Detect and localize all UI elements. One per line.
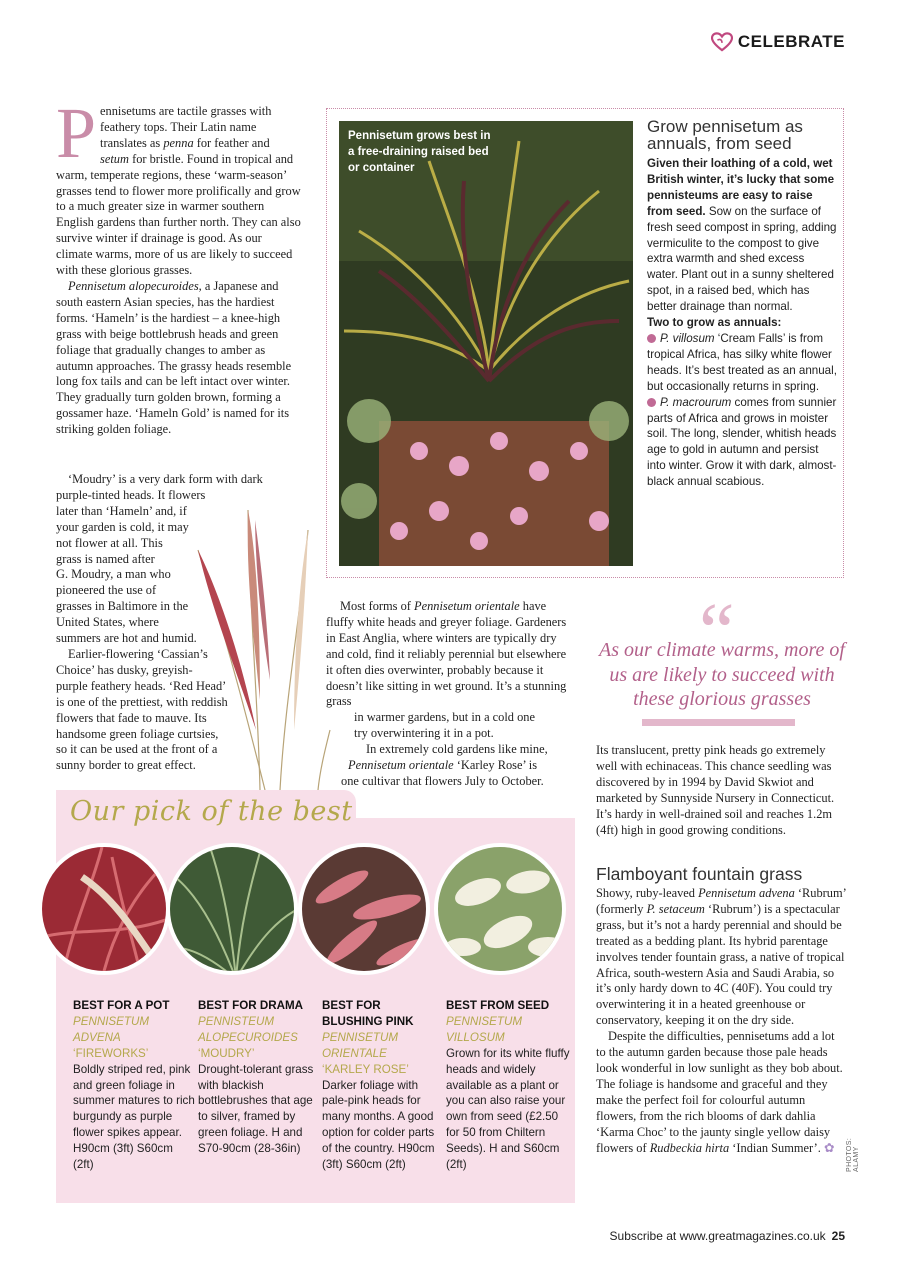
pick-item-drama: BEST FOR DRAMA PENNISTEUM ALOPECUROIDES ‘MOUDRY’ Drought-tolerant grass with blackish bottlebrushes that age to silver, framed by green foliage. H and S70-90cm (28-36in) — [198, 999, 314, 1156]
heart-icon — [711, 32, 733, 52]
right-column-top — [596, 743, 846, 838]
text-line: your garden is cold, it may — [56, 519, 189, 534]
feature-photo — [339, 121, 633, 566]
pick-item-pink: BEST FOR BLUSHING PINK PENNISETUM ORIENTALE ‘KARLEY ROSE’ Darker foliage with pale-pink heads for many months. A good option for colder parts of the country. H90cm (3ft) S60cm (2ft) — [322, 999, 435, 1172]
closing-paragraph: Despite the difficulties, pennisetums add a lot to the autumn garden because those pale heads look wonderful in low sunlight as they bob about. The foliage is handsome and graceful and they make the perfect foil for colourful autumn flowers, from the rich blooms of dark dahlia ‘Karma Choc’ to the jaunty single yellow daisy flowers of Rudbeckia hirta ‘Indian Summer’. ✿ — [596, 1029, 843, 1155]
annual-item-macrourum: P. macrourum comes from sunnier parts of Africa and grows in moister soil. The long, slender, whitish heads age to gold in autumn and persist into winter. Grow it with dark, almost-black annual scabious. — [647, 395, 837, 489]
middle-column: Most forms of Pennisetum orientale have fluffy white heads and greyer foliage. Gardeners in East Anglia, where winters are typically dry and cold, find it reliably perennial but elsewhere it often dies overwinter, probably because it doesn’t like sitting in wet ground. It’s a stunning grass in warmer gardens, but in a cold one try overwintering it in a pot. In extremely cold gardens like mine, Pennisetum orientale ‘Karley Rose’ is one cultivar that flowers July to October. — [326, 599, 576, 790]
karley-rose-paragraph: Its translucent, pretty pink heads go extremely well with echinaceas. This chance seedling was discovered by in 1994 by David Skwiot and marketed by Sunnyside Nursery in Connecticut. It’s hardy in well-drained soil and reaches 1.2m (4ft) high in good growing conditions. — [596, 743, 835, 837]
text-line: Earlier-flowering ‘Cassian’s — [68, 646, 208, 661]
pick-photo-fireworks — [38, 843, 170, 975]
text-line: ‘Moudry’ is a very dark form with dark — [68, 472, 263, 486]
text-line: sunny border to great effect. — [56, 758, 196, 773]
quote-mark-icon: “ — [699, 588, 735, 676]
pick-photo-villosum — [434, 843, 566, 975]
annual-item-villosum: P. villosum ‘Cream Falls’ is from tropical Africa, has silky white flower heads. It’s best treated as an annual, but occasionally returns in spring. — [647, 331, 837, 393]
end-mark-icon: ✿ — [823, 1140, 835, 1155]
text-line: G. Moudry, a man who — [56, 567, 171, 582]
text-line: not flower at all. This — [56, 535, 163, 550]
text-line: later than ‘Hameln’ and, if — [56, 503, 187, 518]
section-header — [711, 32, 845, 52]
text-line: pioneered the use of — [56, 583, 157, 598]
intro-column — [56, 93, 301, 438]
pick-photo-moudry — [166, 843, 298, 975]
annuals-heading: Two to grow as annuals: — [647, 316, 782, 330]
text-line: flowers that fade to mauve. Its — [56, 710, 207, 725]
right-column-bottom — [596, 886, 846, 1156]
middle-paragraph-1: Most forms of Pennisetum orientale have fluffy white heads and greyer foliage. Gardeners in East Anglia, where winters are typically dry and cold, find it reliably perennial but elsewhere it often dies overwinter, probably because it doesn’t like sitting in wet ground. It’s a stunning grass — [326, 599, 567, 709]
text-line: purple feathery heads. ‘Red Head’ — [56, 678, 227, 693]
text-line: Choice’ has dusky, greyish- — [56, 662, 193, 677]
intro-paragraph-1: Pennisetums are tactile grasses with feathery tops. Their Latin name translates as penna for feather and setum for bristle. Found in tropical and warm, temperate regions, these ‘warm-season’ grasses tend to flower more prolifically and grow to a much greater size in warmer southern English gardens than further north. They can also survive winter if drainage is good. As our climate warms, more of us are likely to succeed with these glorious grasses. — [56, 93, 301, 278]
bullet-icon — [647, 398, 656, 407]
photo-credit: PHOTOS: ALAMY — [846, 1137, 860, 1172]
text-line: so it can be used at the front of a — [56, 742, 218, 757]
pennisetum-container-image — [339, 121, 633, 566]
feature-lead: Given their loathing of a cold, wet British winter, it’s lucky that some pennisteums are easy to raise from seed. Sow on the surface of fresh seed compost in spring, adding vermiculite to the compost to give extra warmth and shed excess water. Plant out in a sunny sheltered spot, in a raised bed, which has better drainage than normal. — [647, 157, 837, 314]
text-line: grass is named after — [56, 551, 155, 566]
quote-divider — [642, 719, 795, 726]
pick-photo-karley-rose — [298, 843, 430, 975]
intro-paragraph-2: Pennisetum alopecuroides, a Japanese and south eastern Asian species, has the hardiest forms. ‘Hameln’ is the hardiest – a knee-high grass with beige bottlebrush heads and green foliage that gradually changes to amber as autumn approaches. The grassy heads resemble long fox tails and can be left intact over winter. They gradually turn golden brown, forming a gossamer haze. ‘Hameln Gold’ is named for its striking golden foliage. — [56, 278, 292, 437]
middle-paragraph-2: Pennisetum orientale ‘Karley Rose’ is — [348, 758, 538, 773]
footer — [610, 1229, 845, 1243]
bullet-icon — [647, 334, 656, 343]
feature-sidebar — [647, 118, 837, 490]
section-title: CELEBRATE — [737, 32, 845, 51]
fountain-paragraph: Showy, ruby-leaved Pennisetum advena ‘Rubrum’ (formerly P. setaceum ‘Rubrum’) is a spectacular grass, but it’s not a hardy perennial and should be treated as a bedding plant. Its hybrid parentage involves tender fountain grass, a native of tropical Africa, south-western Asia and Saudi Arabia, so it’s only hardy down to 4C (40F). You could try overwintering it in a heated greenhouse or conservatory, keeping it on the dry side. — [596, 886, 846, 1028]
drop-cap: P — [56, 93, 97, 173]
fountain-grass-heading: Flamboyant fountain grass — [596, 864, 803, 884]
page-number: 25 — [831, 1229, 845, 1243]
photo-caption: Pennisetum grows best in a free-draining raised bed or container — [348, 130, 491, 174]
subscribe-link[interactable]: Subscribe at www.greatmagazines.co.uk — [609, 1229, 826, 1243]
text-line: grasses in Baltimore in the — [56, 599, 189, 614]
grass-plume-illustration — [190, 500, 340, 790]
text-line: handsome green foliage curtsies, — [56, 726, 219, 741]
text-line: summers are hot and humid. — [56, 631, 197, 646]
text-line: United States, where — [56, 615, 159, 630]
text-line: is one of the prettiest, with reddish — [56, 694, 228, 709]
text-line: purple-tinted heads. It flowers — [56, 487, 206, 502]
picks-title: Our pick of the best — [70, 796, 353, 827]
pull-quote: As our climate warms, more of us are likely to succeed with these glorious grasses — [599, 639, 845, 710]
feature-title: Grow pennisetum as annuals, from seed — [647, 117, 803, 153]
pick-item-seed: BEST FROM SEED PENNISETUM VILLOSUM Grown for its white fluffy heads and widely available as a plant or you can also raise your own from seed (£2.50 for 50 from Chiltern Seeds). H and S60cm (2ft) — [446, 999, 570, 1172]
pick-item-pot: BEST FOR A POT PENNISETUM ADVENA ‘FIREWORKS’ Boldly striped red, pink and green foliage in summer matures to rich burgundy as purple flower spikes appear. H90cm (3ft) S60cm (2ft) — [73, 999, 195, 1172]
